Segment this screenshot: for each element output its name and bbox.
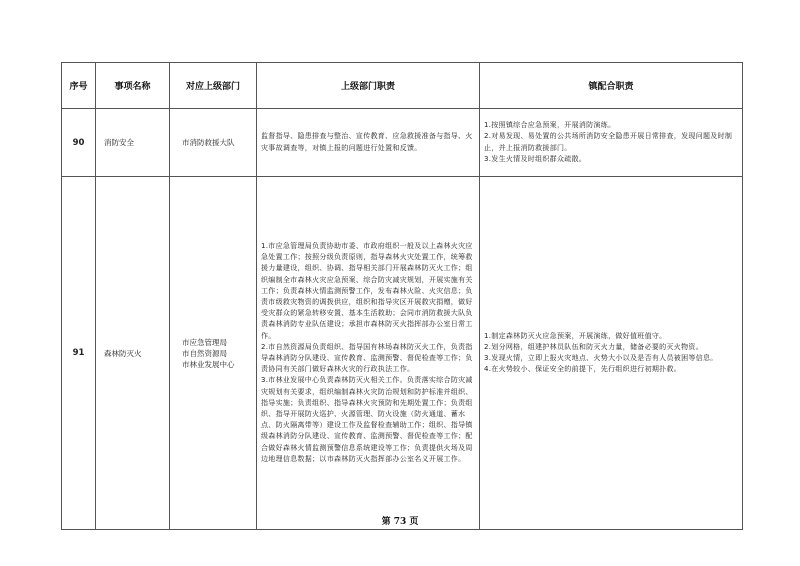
duty-paragraph: 2.市自然资源局负责组织、指导国有林场森林防灭火工作，负责指导森林消防分队建设、宣传教育、监测预警、督促检查等工作；负责协同有关部门做好森林火灾的行政执法工作。 [261, 342, 473, 374]
header-no: 序号 [62, 63, 96, 109]
dept-line: 市自然资源局 [182, 348, 227, 358]
duty-paragraph: 1.制定森林防灭火应急预案，开展演练，做好值班值守。 [484, 331, 667, 340]
header-item-name: 事项名称 [96, 63, 170, 109]
row-number: 90 [62, 109, 96, 177]
row-upper-duty [257, 109, 480, 177]
header-upper-dept: 对应上级部门 [170, 63, 257, 109]
duty-paragraph: 3.市林业发展中心负责森林防灭火相关工作。负责落实综合防灾减灾规划有关要求，组织编制森林火灾防治规划和防护标准并组织、指导实施；负责组织、指导森林火灾预防和先期处置工作；负责组织、指导开展防火巡护、火源管理、防火设施（防火通道、蓄水点、防火隔离带等）建设工作及监督检查辅助工作；组织、指导镇级森林消防分队建设、宣传教育、监测预警、督促检查等工作；配合做好森林火情监测预警信息系统建设等工作；负责提供火场及周边地理信息数据；以市森林防灭火指挥部办公室名义开展工作。 [261, 376, 473, 463]
header-upper-duty: 上级部门职责 [257, 63, 480, 109]
duty-table [61, 62, 743, 530]
duty-paragraph: 3.发生火情及时组织群众疏散。 [484, 154, 587, 163]
duty-paragraph: 2.划分网格，组建护林员队伍和防灭火力量，储备必要的灭火物资。 [484, 342, 703, 351]
table-row [62, 177, 743, 530]
duty-paragraph: 2.对易发现、易处置的公共场所消防安全隐患开展日常排查，发现问题及时制止，并上报消防救援部门。 [484, 132, 733, 152]
duty-paragraph: 3.发现火情，立即上报火灾地点、火势大小以及是否有人员被困等信息。 [484, 354, 718, 362]
page-number: 第 73 页 [381, 517, 419, 527]
row-town-duty [480, 177, 743, 530]
duty-paragraph: 1.市应急管理局负责协助市委、市政府组织一般及以上森林火灾应急处置工作；按照分级负责原则，指导森林火灾处置工作，统筹救援力量建设，组织、协调、指导相关部门开展森林防灭火工作；组织编制全市森林火灾应急预案、综合防灾减灾规划，开展实施有关工作；负责森林火情监测预警工作，发布森林火险、火灾信息；负责市级救灾物资的调拨供应，组织和指导灾区开展救灾捐赠，做好受灾群众的紧急转移安置、基本生活救助；会同市消防救援大队负责森林消防专业队伍建设；承担市森林防灭火指挥部办公室日常工作。 [261, 241, 473, 340]
row-item-name: 森林防灭火 [96, 177, 170, 530]
row-item-name: 消防安全 [96, 109, 170, 177]
table-row [62, 109, 743, 177]
duty-paragraph: 1.按照镇综合应急预案，开展消防演练。 [484, 121, 616, 130]
row-number: 91 [62, 177, 96, 530]
row-dept [170, 177, 257, 530]
row-upper-duty [257, 177, 480, 530]
duty-paragraph: 监督指导、隐患排查与整治、宣传教育、应急救援准备与指导、火灾事故调查等，对镇上报的问题进行处置和反馈。 [261, 132, 473, 152]
dept-line: 市消防救援大队 [182, 138, 235, 147]
duty-paragraph: 4.在火势较小、保证安全的前提下，先行组织进行初期扑救。 [484, 365, 682, 374]
header-town-duty: 镇配合职责 [480, 63, 743, 109]
table-header-row [62, 63, 743, 109]
dept-line: 市林业发展中心 [182, 359, 235, 369]
dept-line: 市应急管理局 [182, 337, 227, 347]
row-dept [170, 109, 257, 177]
row-town-duty [480, 109, 743, 177]
